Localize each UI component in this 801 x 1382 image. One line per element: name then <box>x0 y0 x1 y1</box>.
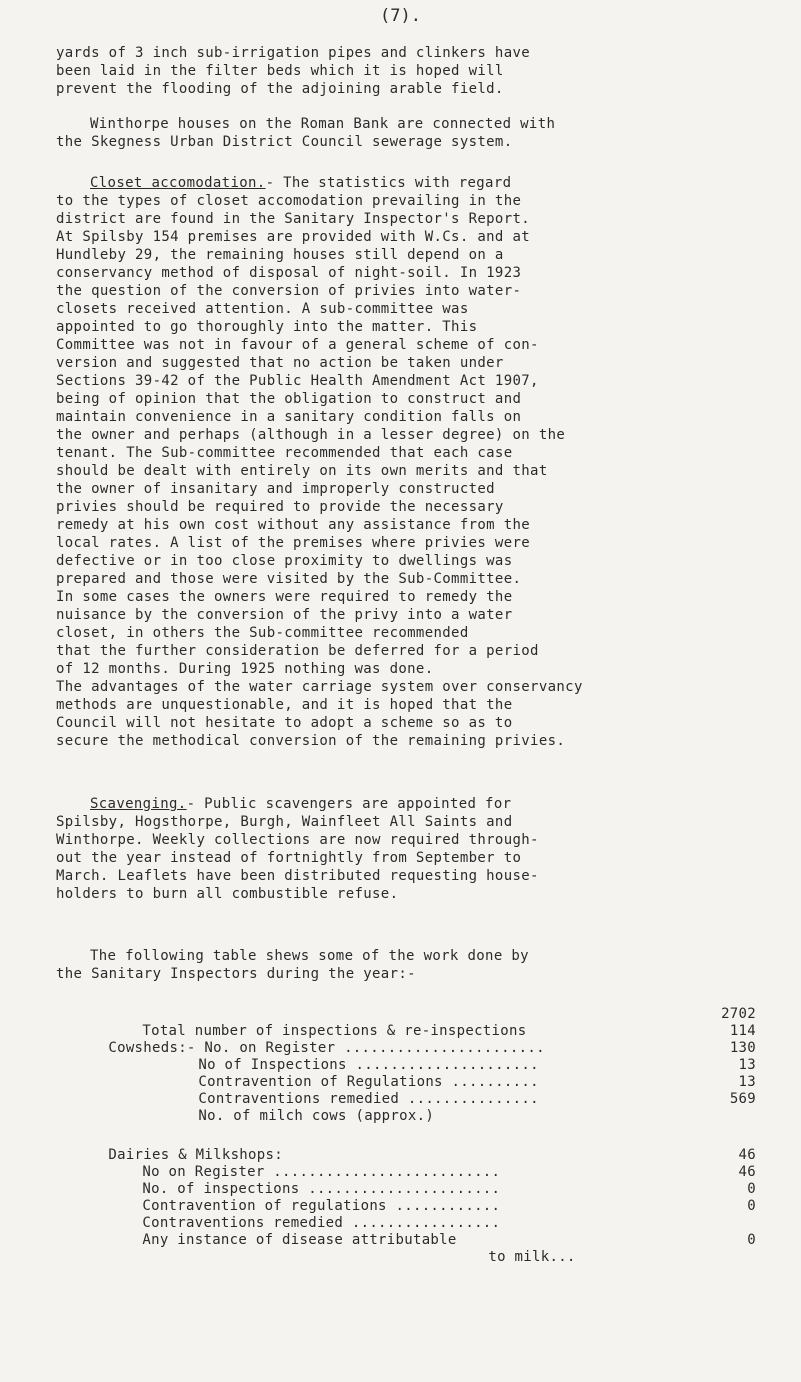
text-line: maintain convenience in a sanitary condition falls on <box>56 409 522 425</box>
text-line: The following table shews some of the work done by <box>90 948 529 964</box>
row-label: Any instance of disease attributable <box>142 1232 457 1248</box>
row-label: No. of inspections ...................... <box>142 1181 501 1197</box>
text-line: methods are unquestionable, and it is hoped that the <box>56 697 513 713</box>
paragraph-table-intro <box>56 947 791 983</box>
row-value: 46 <box>738 1147 756 1163</box>
text-line: Winthorpe houses on the Roman Bank are connected with <box>90 116 556 132</box>
table-row <box>90 1091 756 1124</box>
text-line: tenant. The Sub-committee recommended that each case <box>56 445 513 461</box>
text-line: that the further consideration be deferred for a period <box>56 643 539 659</box>
cowsheds-table <box>90 1006 756 1124</box>
text-line: remedy at his own cost without any assistance from the <box>56 517 531 533</box>
text-line: secure the methodical conversion of the remaining privies. <box>56 733 566 749</box>
row-value: 130 <box>729 1040 756 1056</box>
text-line: Hundleby 29, the remaining houses still depend on a <box>56 247 504 263</box>
text-line: the owner and perhaps (although in a lesser degree) on the <box>56 427 566 443</box>
text-line: March. Leaflets have been distributed requesting house- <box>56 868 539 884</box>
row-label: Contraventions remedied ............... <box>198 1091 539 1107</box>
text-line: yards of 3 inch sub-irrigation pipes and clinkers have <box>56 45 531 61</box>
row-value: 0 <box>747 1232 756 1248</box>
text-fragment: - Public scavengers are appointed for <box>186 796 512 812</box>
text-line: The advantages of the water carriage system over conservancy <box>56 679 583 695</box>
row-value: 0 <box>747 1198 756 1214</box>
page-number: (7). <box>380 6 421 26</box>
table-row <box>90 1040 756 1073</box>
text-line: holders to burn all combustible refuse. <box>56 886 399 902</box>
section-heading: Closet accomodation. <box>90 175 266 191</box>
table-heading: Cowsheds:- <box>108 1040 196 1056</box>
text-line: Council will not hesitate to adopt a scheme so as to <box>56 715 513 731</box>
text-line: prepared and those were visited by the Sub-Committee. <box>56 571 522 587</box>
row-label: Total number of inspections & re-inspections <box>142 1023 527 1039</box>
text-line: to the types of closet accomodation prevailing in the <box>56 193 522 209</box>
text-line: the Skegness Urban District Council sewerage system. <box>56 134 513 150</box>
text-line: should be dealt with entirely on its own merits and that <box>56 463 548 479</box>
row-value: 114 <box>729 1023 756 1039</box>
table-row <box>56 1215 756 1248</box>
row-label: No on Register .......................... <box>142 1164 501 1180</box>
text-fragment: - The statistics with regard <box>265 175 512 191</box>
text-line: being of opinion that the obligation to construct and <box>56 391 522 407</box>
row-value: 2702 <box>721 1006 756 1022</box>
paragraph-filter-beds <box>56 44 791 98</box>
text-line: out the year instead of fortnightly from September to <box>56 850 522 866</box>
table-row <box>56 1232 756 1265</box>
text-line: defective or in too close proximity to dwellings was <box>56 553 513 569</box>
row-value: 13 <box>738 1057 756 1073</box>
text-line: nuisance by the conversion of the privy into a water <box>56 607 513 623</box>
text-line: At Spilsby 154 premises are provided with W.Cs. and at <box>56 229 531 245</box>
row-label: No of Inspections ..................... <box>198 1057 539 1073</box>
table-row <box>90 1057 756 1090</box>
text-line: the owner of insanitary and improperly constructed <box>56 481 495 497</box>
text-line: the Sanitary Inspectors during the year:- <box>56 966 416 982</box>
row-label: Contraventions remedied ................. <box>142 1215 501 1231</box>
text-line: closet, in others the Sub-committee recommended <box>56 625 469 641</box>
text-line: In some cases the owners were required to remedy the <box>56 589 513 605</box>
text-line: prevent the flooding of the adjoining arable field. <box>56 81 504 97</box>
table-row <box>56 1164 756 1197</box>
row-label: No. of milch cows (approx.) <box>198 1108 435 1124</box>
text-line: appointed to go thoroughly into the matter. This <box>56 319 478 335</box>
row-label: Contravention of Regulations .......... <box>198 1074 539 1090</box>
row-label: Contravention of regulations ............ <box>142 1198 501 1214</box>
text-line: closets received attention. A sub-committee was <box>56 301 469 317</box>
text-line: been laid in the filter beds which it is hoped will <box>56 63 504 79</box>
text-line: district are found in the Sanitary Inspector's Report. <box>56 211 531 227</box>
row-label: to milk... <box>488 1249 576 1265</box>
table-row <box>56 1181 756 1214</box>
text-line: privies should be required to provide the necessary <box>56 499 504 515</box>
text-line: the question of the conversion of privies into water- <box>56 283 522 299</box>
paragraph-closet-accomodation <box>56 174 791 750</box>
row-label: No. on Register ....................... <box>204 1040 545 1056</box>
row-value: 0 <box>747 1181 756 1197</box>
dairies-table <box>56 1130 756 1265</box>
text-line: version and suggested that no action be taken under <box>56 355 504 371</box>
text-line: Spilsby, Hogsthorpe, Burgh, Wainfleet All Saints and <box>56 814 513 830</box>
text-line: Committee was not in favour of a general scheme of con- <box>56 337 539 353</box>
table-heading: Dairies & Milkshops: <box>108 1147 283 1163</box>
text-line: of 12 months. During 1925 nothing was done. <box>56 661 434 677</box>
paragraph-winthorpe <box>56 115 801 151</box>
text-line: local rates. A list of the premises where privies were <box>56 535 531 551</box>
section-heading: Scavenging. <box>90 796 187 812</box>
text-line: conservancy method of disposal of night-soil. In 1923 <box>56 265 522 281</box>
table-row <box>56 1198 756 1231</box>
text-line: Winthorpe. Weekly collections are now required through- <box>56 832 539 848</box>
row-value: 46 <box>738 1164 756 1180</box>
row-value: 569 <box>729 1091 756 1107</box>
paragraph-scavenging <box>56 795 791 903</box>
text-line <box>56 174 791 192</box>
text-line <box>56 795 791 813</box>
text-line: Sections 39-42 of the Public Health Amendment Act 1907, <box>56 373 539 389</box>
table-row <box>56 1147 756 1180</box>
row-value: 13 <box>738 1074 756 1090</box>
